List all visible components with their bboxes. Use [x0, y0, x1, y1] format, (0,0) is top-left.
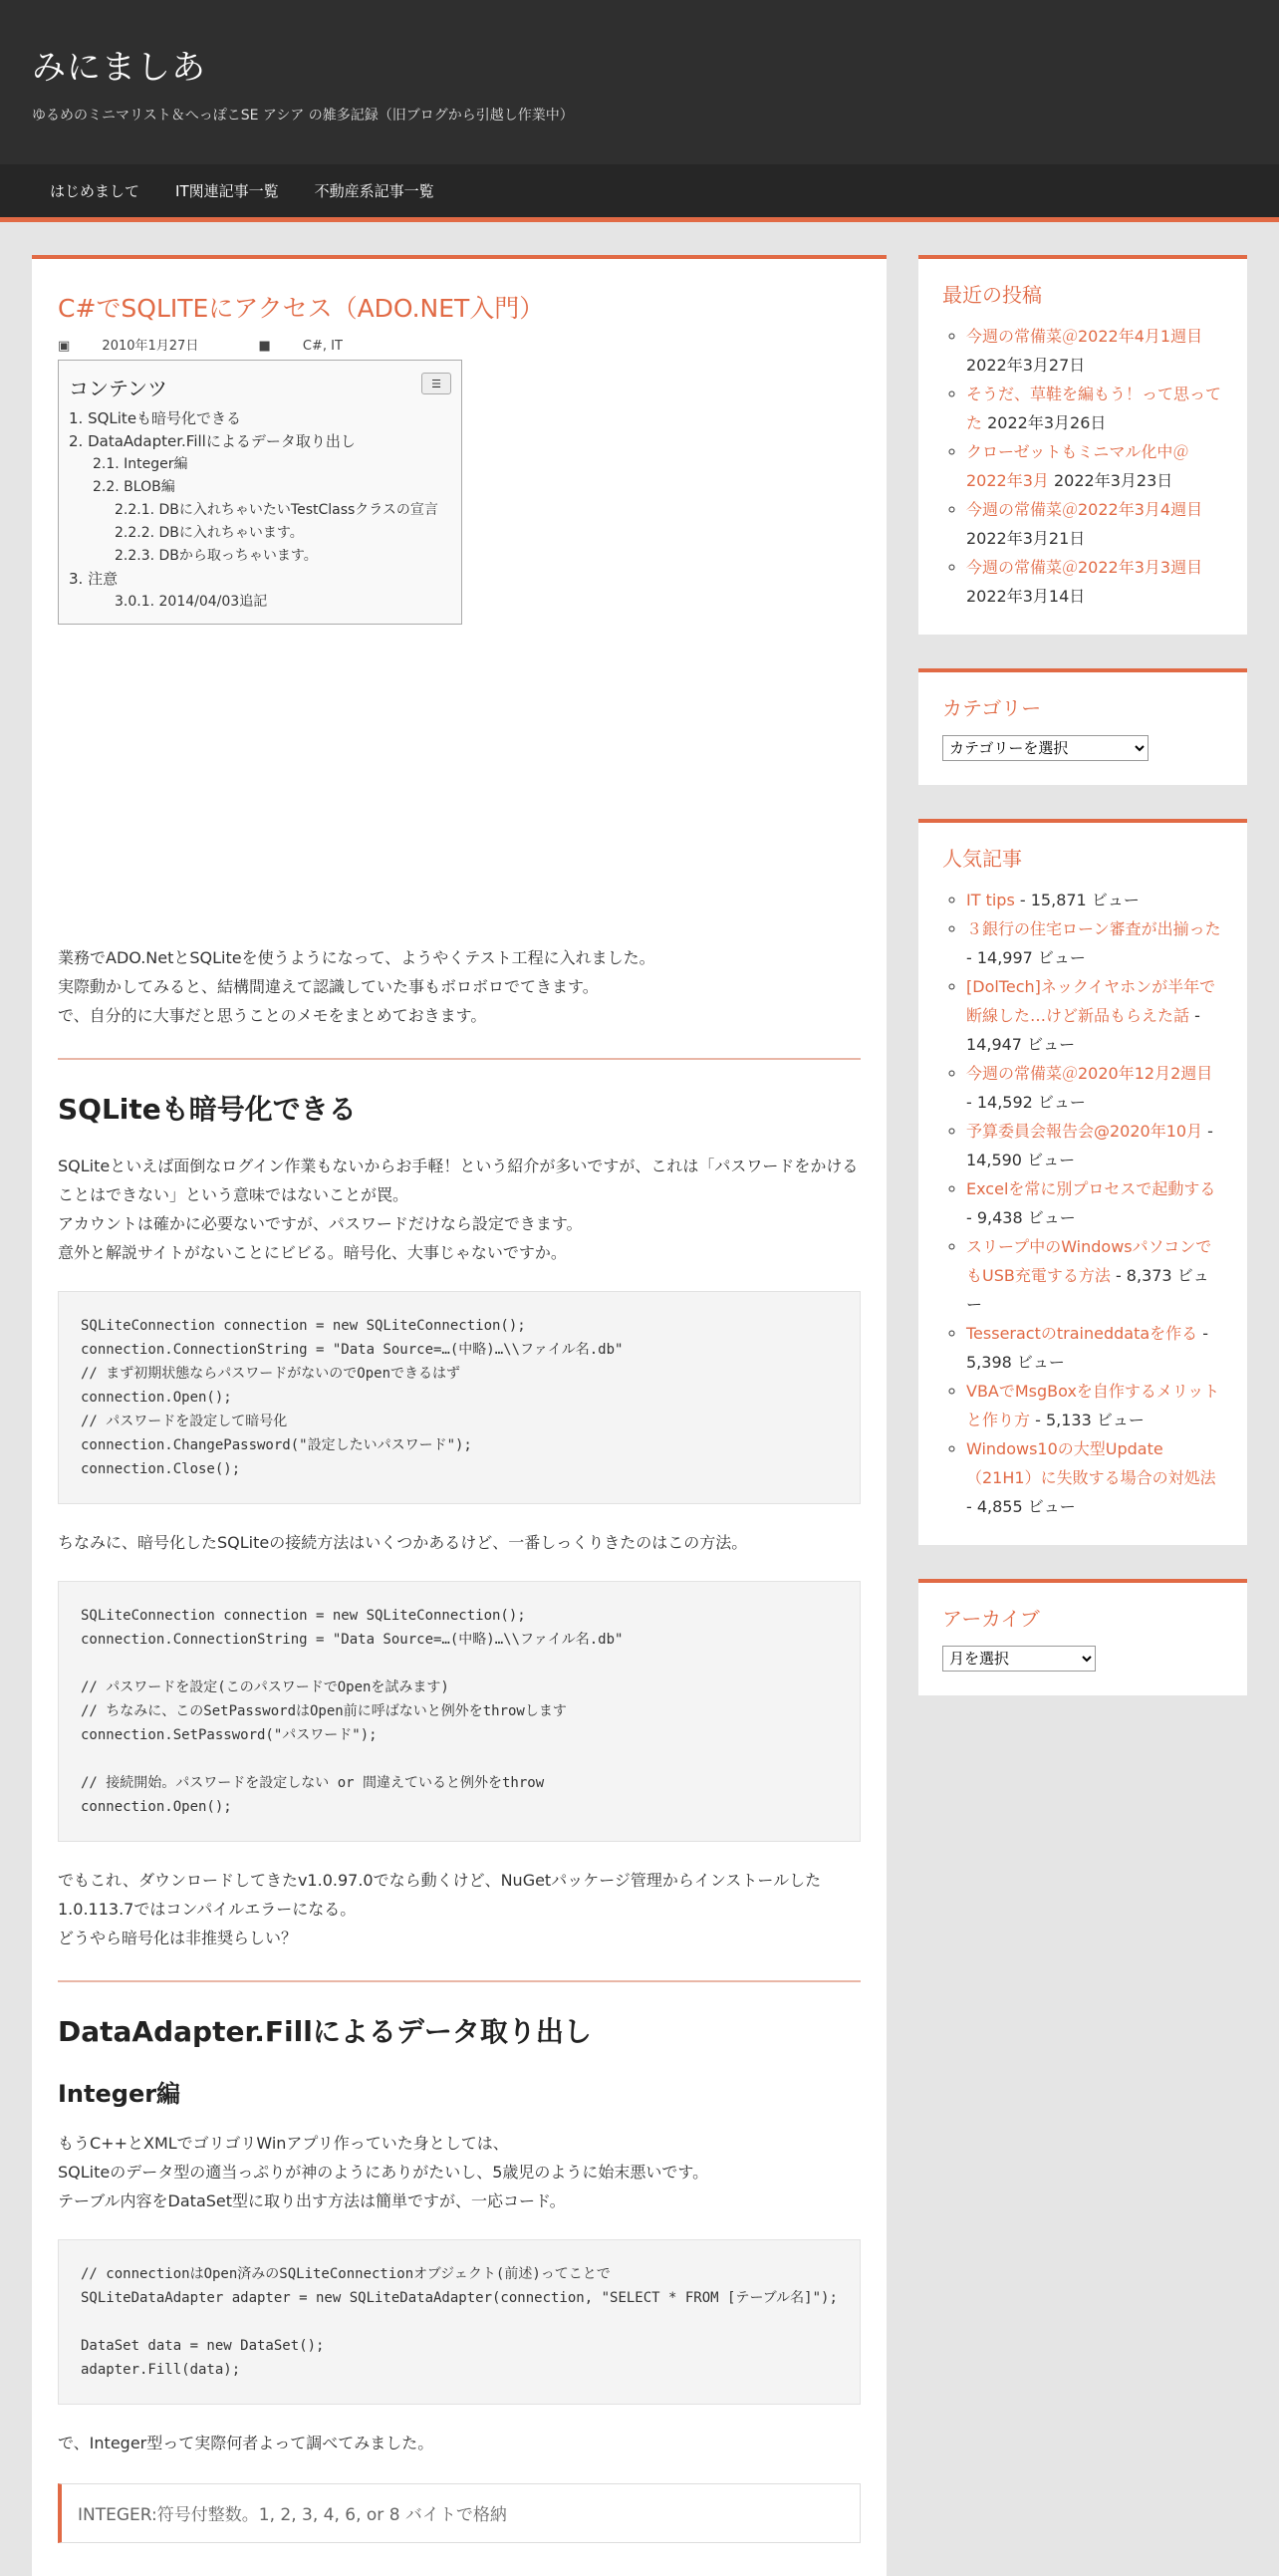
toc-item[interactable]: 2.2.2. DBに入れちゃいます。 [115, 525, 304, 541]
popular-post-item [966, 1434, 1223, 1521]
folder-icon: ■ [258, 339, 275, 354]
recent-post-link[interactable]: 今週の常備菜＠2022年4月1週目 [966, 327, 1203, 346]
recent-post-item [966, 495, 1223, 553]
widget-categories [918, 668, 1247, 785]
recent-post-link[interactable]: 今週の常備菜＠2022年3月3週目 [966, 558, 1203, 577]
popular-post-link[interactable]: [DolTech]ネックイヤホンが半年で断線した…けど新品もらえた話 [966, 977, 1216, 1025]
toc-item[interactable]: 2.2. BLOB編 [93, 479, 175, 495]
post-date-text: 2010年1月27日 [102, 339, 199, 354]
table-of-contents [58, 360, 462, 625]
popular-post-link[interactable]: ３銀行の住宅ローン審査が出揃った [966, 919, 1221, 938]
subsection-heading-integer: Integer編 [58, 2080, 181, 2108]
popular-post-item [966, 1117, 1223, 1174]
site-title[interactable]: みにましあ [32, 48, 206, 88]
toc-title: コンテンツ [69, 377, 167, 400]
widget-title: 最近の投稿 [942, 283, 1042, 307]
paragraph: SQLiteといえば面倒なログイン作業もないからお手軽！という紹介が多いですが、これは「パスワードをかけることはできない」という意味ではないことが罠。 アカウントは確かに必要ないですが、パスワードだけなら設定できます。 意外と解説サイトがないことにビビる。暗号化、大事じゃないですか。 [58, 1157, 859, 1262]
recent-post-date: 2022年3月26日 [987, 413, 1107, 432]
widget-title: 人気記事 [942, 847, 1022, 871]
popular-post-views: - 9,438 ビュー [966, 1208, 1076, 1227]
post-categories[interactable] [258, 339, 370, 354]
popular-post-views: - 5,398 ビュー [966, 1324, 1209, 1372]
toc-toggle-icon[interactable]: ☰ [421, 373, 451, 394]
recent-post-link[interactable]: クローゼットもミニマル化中＠2022年3月 [966, 442, 1189, 490]
toc-item[interactable]: 3.0.1. 2014/04/03追記 [115, 594, 268, 610]
section-divider [58, 1980, 861, 1982]
popular-post-item [966, 1059, 1223, 1117]
main-nav [0, 164, 1279, 222]
recent-post-item [966, 380, 1223, 437]
recent-post-link[interactable]: 今週の常備菜＠2022年3月4週目 [966, 500, 1203, 519]
recent-post-date: 2022年3月27日 [966, 356, 1086, 375]
popular-post-item [966, 914, 1223, 972]
post-meta [58, 335, 861, 354]
sidebar [918, 255, 1247, 1729]
toc-item[interactable]: 2.1. Integer編 [93, 456, 188, 472]
popular-post-link[interactable]: 予算委員会報告会@2020年10月 [966, 1122, 1203, 1141]
popular-post-views: - 14,592 ビュー [966, 1093, 1086, 1112]
popular-post-item [966, 1319, 1223, 1377]
section-heading-dataadapter: DataAdapter.Fillによるデータ取り出し [58, 2015, 592, 2048]
popular-post-views: - 14,590 ビュー [966, 1122, 1213, 1169]
widget-popular-posts [918, 819, 1247, 1545]
recent-post-link[interactable]: そうだ、草鞋を編もう！って思ってた [966, 385, 1222, 432]
post-date[interactable] [58, 339, 226, 354]
post-categories-text: C#, IT [302, 339, 343, 354]
site-description: ゆるめのミニマリスト＆へっぽこSE アシア の雑多記録（旧ブログから引越し作業中） [32, 108, 574, 124]
popular-post-views: - 4,855 ビュー [966, 1497, 1076, 1516]
popular-post-link[interactable]: Windows10の大型Update（21H1）に失敗する場合の対処法 [966, 1439, 1216, 1487]
popular-post-views: - 8,373 ビュー [966, 1266, 1209, 1314]
toc-item[interactable]: 3. 注意 [69, 570, 119, 588]
widget-title: アーカイブ [942, 1607, 1040, 1631]
ad-space [58, 625, 861, 943]
popular-post-link[interactable]: VBAでMsgBoxを自作するメリットと作り方 [966, 1382, 1220, 1429]
popular-post-views: - 5,133 ビュー [1030, 1411, 1145, 1429]
paragraph: でもこれ、ダウンロードしてきたv1.0.97.0でなら動くけど、NuGetパッケージ管理からインストールした1.0.113.7ではコンパイルエラーになる。 どうやら暗号化は非推奨らしい？ [58, 1871, 822, 1947]
popular-post-views: - 14,947 ビュー [966, 1006, 1200, 1054]
toc-list [69, 407, 451, 614]
intro-paragraph: 業務でADO.NetとSQLiteを使うようになって、ようやくテスト工程に入れました。 実際動かしてみると、結構間違えて認識していた事もボロボロでてきます。 で、自分的に大事だと思うことのメモをまとめておきます。 [58, 948, 655, 1025]
popular-posts-list [942, 886, 1223, 1521]
post-title[interactable]: C#でSQLITEにアクセス（ADO.NET入門） [58, 294, 545, 323]
quote-block: INTEGER:符号付整数。1, 2, 3, 4, 6, or 8 バイトで格納 [58, 2483, 861, 2543]
code-block: // connectionはOpen済みのSQLiteConnectionオブジェクト(前述)ってことで SQLiteDataAdapter adapter = new SQLiteDataAdapter(connection, "SELECT * FROM [テーブル名]"); DataSet data = new DataSet(); adapter.Fill(data); [58, 2239, 861, 2405]
toc-item[interactable]: 2. DataAdapter.Fillによるデータ取り出し [69, 432, 356, 450]
popular-post-item [966, 1232, 1223, 1319]
popular-post-item [966, 1377, 1223, 1434]
site-header [0, 0, 1279, 164]
code-block: SQLiteConnection connection = new SQLiteConnection(); connection.ConnectionString = "Data Source=…(中略)…\\ファイル名.db" // まず初期状態ならパスワードがないのでOpenできるはず connection.Open(); // パスワードを設定して暗号化 connection.ChangePassword("設定したいパスワード"); connection.Close(); [58, 1291, 861, 1504]
popular-post-link[interactable]: Tesseractのtraineddataを作る [966, 1324, 1198, 1343]
popular-post-link[interactable]: IT tips [966, 891, 1015, 909]
category-select[interactable] [942, 735, 1149, 761]
popular-post-link[interactable]: スリープ中のWindowsパソコンでもUSB充電する方法 [966, 1237, 1212, 1285]
article [32, 255, 887, 2576]
toc-item[interactable]: 2.2.1. DBに入れちゃいたいTestClassクラスの宣言 [115, 502, 438, 518]
widget-archive [918, 1579, 1247, 1695]
section-divider [58, 1058, 861, 1060]
widget-recent-posts [918, 255, 1247, 635]
recent-posts-list [942, 322, 1223, 611]
popular-post-link[interactable]: 今週の常備菜＠2020年12月2週目 [966, 1064, 1213, 1083]
nav-item-realestate-articles[interactable]: 不動産系記事一覧 [314, 182, 434, 200]
recent-post-item [966, 322, 1223, 380]
calendar-icon: ▣ [58, 339, 75, 354]
toc-item[interactable]: 2.2.3. DBから取っちゃいます。 [115, 548, 318, 564]
recent-post-item [966, 437, 1223, 495]
archive-select[interactable] [942, 1646, 1096, 1672]
code-block: SQLiteConnection connection = new SQLiteConnection(); connection.ConnectionString = "Data Source=…(中略)…\\ファイル名.db" // パスワードを設定(このパスワードでOpenを試みます) // ちなみに、このSetPasswordはOpen前に呼ばないと例外をthrowします connection.SetPassword("パスワード"); // 接続開始。パスワードを設定しない or 間違えていると例外をthrow connection.Open(); [58, 1581, 861, 1842]
widget-title: カテゴリー [942, 696, 1042, 720]
nav-item-hajimemashite[interactable]: はじめまして [50, 182, 140, 200]
recent-post-date: 2022年3月21日 [966, 529, 1086, 548]
paragraph: ちなみに、暗号化したSQLiteの接続方法はいくつかあるけど、一番しっくりきたのはこの方法。 [58, 1533, 748, 1552]
paragraph: で、Integer型って実際何者よって調べてみました。 [58, 2434, 434, 2452]
paragraph: もうC++とXMLでゴリゴリWinアプリ作っていた身としては、 SQLiteのデータ型の適当っぷりが神のようにありがたいし、5歳児のように始末悪いです。 テーブル内容をDataSet型に取り出す方法は簡単ですが、一応コード。 [58, 2134, 709, 2210]
toc-item[interactable]: 1. SQLiteも暗号化できる [69, 409, 242, 427]
popular-post-item [966, 886, 1223, 914]
popular-post-item [966, 1174, 1223, 1232]
popular-post-views: - 14,997 ビュー [966, 948, 1086, 967]
popular-post-link[interactable]: Excelを常に別プロセスで起動する [966, 1179, 1216, 1198]
popular-post-item [966, 972, 1223, 1059]
recent-post-date: 2022年3月23日 [1054, 471, 1173, 490]
nav-item-it-articles[interactable]: IT関連記事一覧 [175, 182, 279, 200]
recent-post-date: 2022年3月14日 [966, 587, 1086, 606]
recent-post-item [966, 553, 1223, 611]
section-heading-encryption: SQLiteも暗号化できる [58, 1093, 357, 1126]
popular-post-views: - 15,871 ビュー [1014, 891, 1140, 909]
